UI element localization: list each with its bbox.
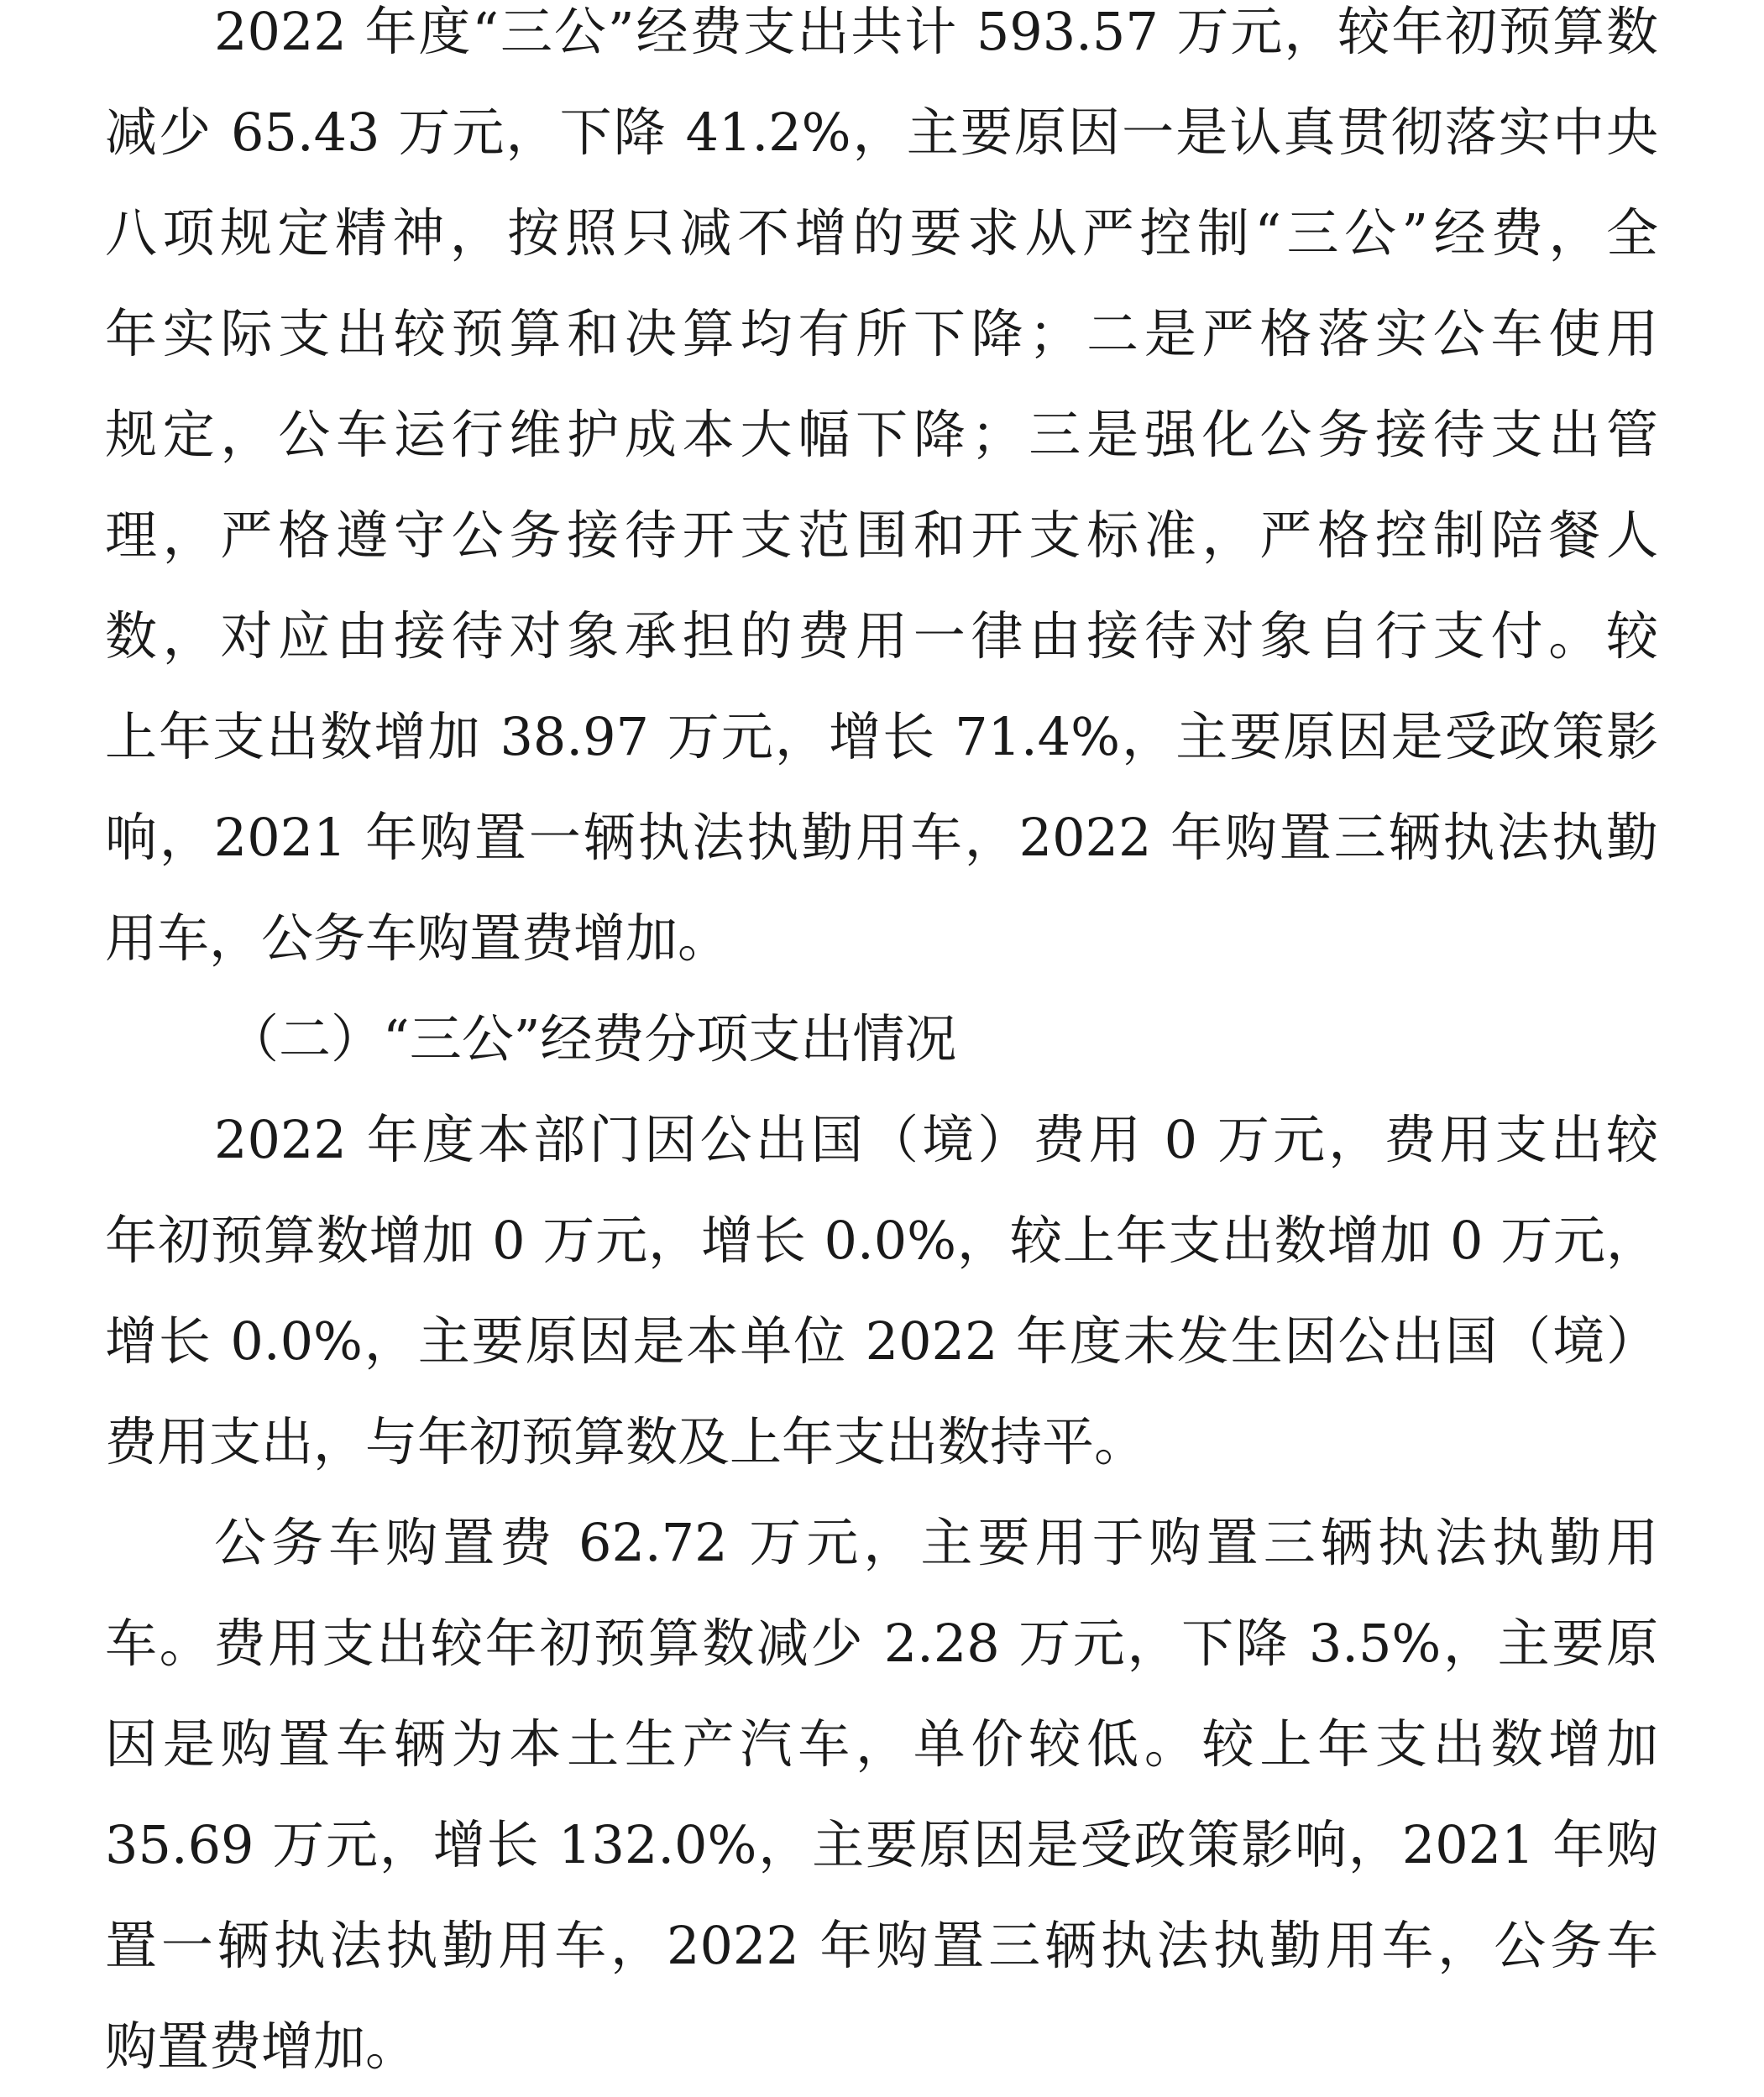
paragraph-1-line-4: 年实际支出较预算和决算均有所下降；二是严格落实公车使用 [105, 303, 1658, 364]
paragraph-1-line-8: 上年支出数增加 38.97 万元，增长 71.4%，主要原因是受政策影 [105, 706, 1658, 767]
paragraph-1-line-1: 2022 年度“三公”经费支出共计 593.57 万元，较年初预算数 [214, 1, 1658, 62]
paragraph-3-line-3: 因是购置车辆为本土生产汽车，单价较低。较上年支出数增加 [105, 1713, 1658, 1775]
paragraph-3-line-2: 车。费用支出较年初预算数减少 2.28 万元，下降 3.5%，主要原 [105, 1613, 1658, 1674]
paragraph-2-line-1: 2022 年度本部门因公出国（境）费用 0 万元，费用支出较 [214, 1109, 1658, 1170]
paragraph-1-line-2: 减少 65.43 万元，下降 41.2%，主要原因一是认真贯彻落实中央 [105, 102, 1658, 163]
section-heading: （二）“三公”经费分项支出情况 [227, 1008, 957, 1069]
paragraph-3-line-1: 公务车购置费 62.72 万元，主要用于购置三辆执法执勤用 [214, 1512, 1658, 1573]
paragraph-2-line-3: 增长 0.0%，主要原因是本单位 2022 年度未发生因公出国（境） [105, 1310, 1658, 1372]
paragraph-1-line-3: 八项规定精神，按照只减不增的要求从严控制“三公”经费，全 [105, 202, 1658, 264]
paragraph-3-line-5: 置一辆执法执勤用车，2022 年购置三辆执法执勤用车，公务车 [105, 1915, 1658, 1976]
paragraph-3-line-4: 35.69 万元，增长 132.0%，主要原因是受政策影响，2021 年购 [105, 1814, 1658, 1875]
paragraph-1-line-6: 理，严格遵守公务接待开支范围和开支标准，严格控制陪餐人 [105, 505, 1658, 566]
paragraph-3-line-6: 购置费增加。 [105, 2016, 418, 2077]
paragraph-2-line-4: 费用支出，与年初预算数及上年支出数持平。 [105, 1411, 1147, 1472]
paragraph-1-line-9: 响，2021 年购置一辆执法执勤用车，2022 年购置三辆执法执勤 [105, 807, 1658, 868]
paragraph-1-line-10: 用车，公务车购置费增加。 [105, 907, 730, 969]
paragraph-1-line-5: 规定，公车运行维护成本大幅下降；三是强化公务接待支出管 [105, 404, 1658, 465]
paragraph-2-line-2: 年初预算数增加 0 万元，增长 0.0%，较上年支出数增加 0 万元， [105, 1210, 1658, 1271]
paragraph-1-line-7: 数，对应由接待对象承担的费用一律由接待对象自行支付。较 [105, 605, 1658, 667]
